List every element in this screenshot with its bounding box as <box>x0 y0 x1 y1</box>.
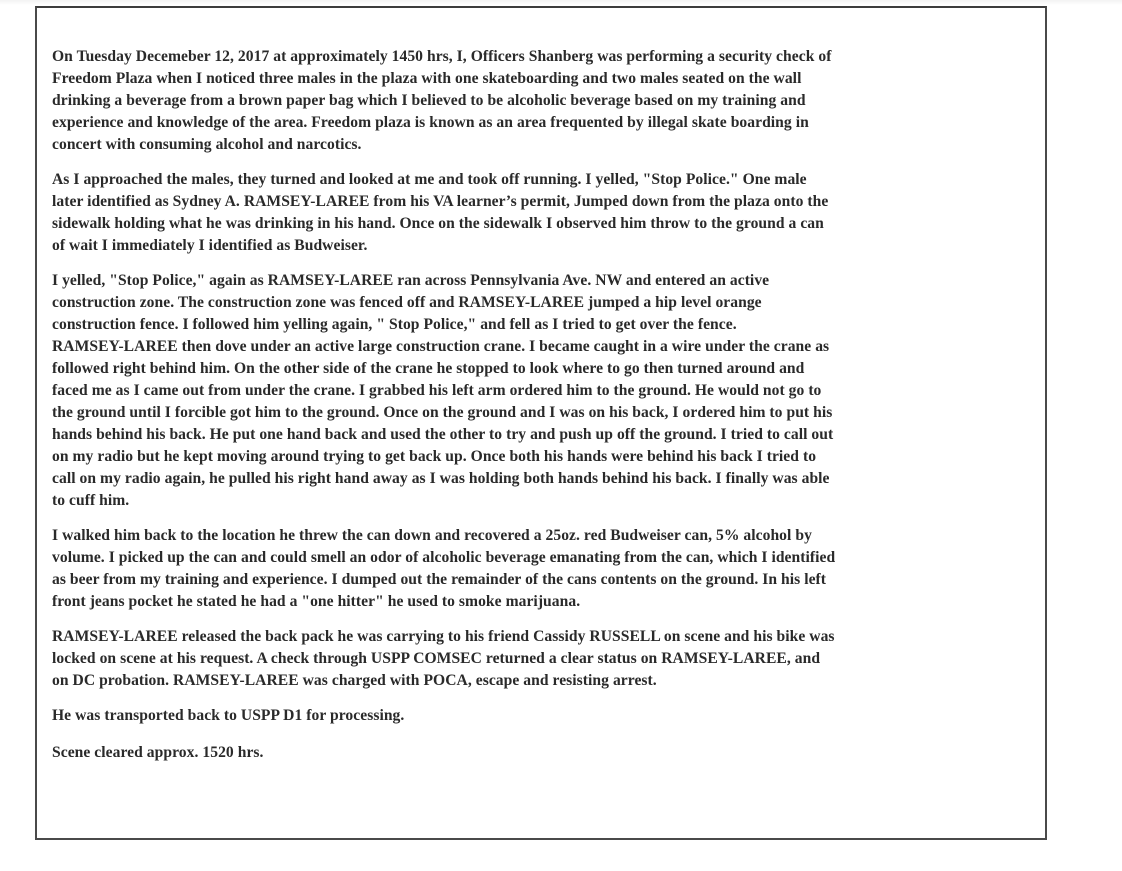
text-line: hands behind his back. He put one hand back and used the other to try and push up off the ground. I tried to call out <box>52 426 834 443</box>
text-line: of wait I immediately I identified as Budweiser. <box>52 237 368 254</box>
text-line: drinking a beverage from a brown paper bag which I believed to be alcoholic beverage based on my training and <box>52 92 806 109</box>
text-line: experience and knowledge of the area. Freedom plaza is known as an area frequented by illegal skate boarding in <box>52 114 809 131</box>
text-line: followed right behind him. On the other side of the crane he stopped to look where to go then turned around and <box>52 360 805 377</box>
text-line: call on my radio again, he pulled his right hand away as I was holding both hands behind his back. I finally was able <box>52 470 830 487</box>
paragraph-incident-observation <box>52 46 1042 156</box>
text-line: faced me as I came out from under the crane. I grabbed his left arm ordered him to the ground. He would not go to <box>52 382 822 399</box>
text-line: Freedom Plaza when I noticed three males in the plaza with one skateboarding and two males seated on the wall <box>52 70 802 87</box>
text-line: I walked him back to the location he threw the can down and recovered a 25oz. red Budweiser can, 5% alcohol by <box>52 527 812 544</box>
text-line: sidewalk holding what he was drinking in his hand. Once on the sidewalk I observed him throw to the ground a can <box>52 215 824 232</box>
text-line: RAMSEY-LAREE released the back pack he was carrying to his friend Cassidy RUSSELL on scene and his bike was <box>52 628 835 645</box>
text-line: later identified as Sydney A. RAMSEY-LAREE from his VA learner’s permit, Jumped down from the plaza onto the <box>52 193 829 210</box>
paragraph-evidence-recovery <box>52 525 1042 613</box>
text-line: RAMSEY-LAREE then dove under an active large construction crane. I became caught in a wire under the crane as <box>52 338 830 355</box>
text-line: I yelled, "Stop Police," again as RAMSEY-LAREE ran across Pennsylvania Ave. NW and entered an active <box>52 272 770 289</box>
text-line: locked on scene at his request. A check through USPP COMSEC returned a clear status on RAMSEY-LAREE, and <box>52 650 821 667</box>
text-line: volume. I picked up the can and could smell an odor of alcoholic beverage emanating from the can, which I identified <box>52 549 836 566</box>
report-frame <box>35 6 1047 840</box>
text-line: concert with consuming alcohol and narcotics. <box>52 136 362 153</box>
text-line: on my radio but he kept moving around trying to get back up. Once both his hands were behind his back I tried to <box>52 448 817 465</box>
text-line: As I approached the males, they turned and looked at me and took off running. I yelled, "Stop Police." One male <box>52 171 807 188</box>
text-line: construction zone. The construction zone was fenced off and RAMSEY-LAREE jumped a hip level orange <box>52 294 762 311</box>
paragraph-transport <box>52 705 1042 727</box>
paragraph-scene-cleared <box>52 742 1042 764</box>
text-line: on DC probation. RAMSEY-LAREE was charged with POCA, escape and resisting arrest. <box>52 672 657 689</box>
paragraph-charges <box>52 626 1042 692</box>
paragraph-pursuit-arrest <box>52 270 1042 512</box>
text-line: He was transported back to USPP D1 for processing. <box>52 707 405 724</box>
text-line: the ground until I forcible got him to the ground. Once on the ground and I was on his back, I ordered him to put his <box>52 404 833 421</box>
text-line: On Tuesday Decemeber 12, 2017 at approximately 1450 hrs, I, Officers Shanberg was performing a security check of <box>52 48 832 65</box>
text-line: construction fence. I followed him yelling again, " Stop Police," and fell as I tried to get over the fence. <box>52 316 737 333</box>
report-narrative <box>52 46 1042 779</box>
paragraph-approach-flight <box>52 169 1042 257</box>
page-top-edge <box>0 0 1122 5</box>
text-line: to cuff him. <box>52 492 130 509</box>
text-line: Scene cleared approx. 1520 hrs. <box>52 744 264 761</box>
text-line: front jeans pocket he stated he had a "one hitter" he used to smoke marijuana. <box>52 593 581 610</box>
text-line: as beer from my training and experience. I dumped out the remainder of the cans contents on the ground. In his left <box>52 571 827 588</box>
